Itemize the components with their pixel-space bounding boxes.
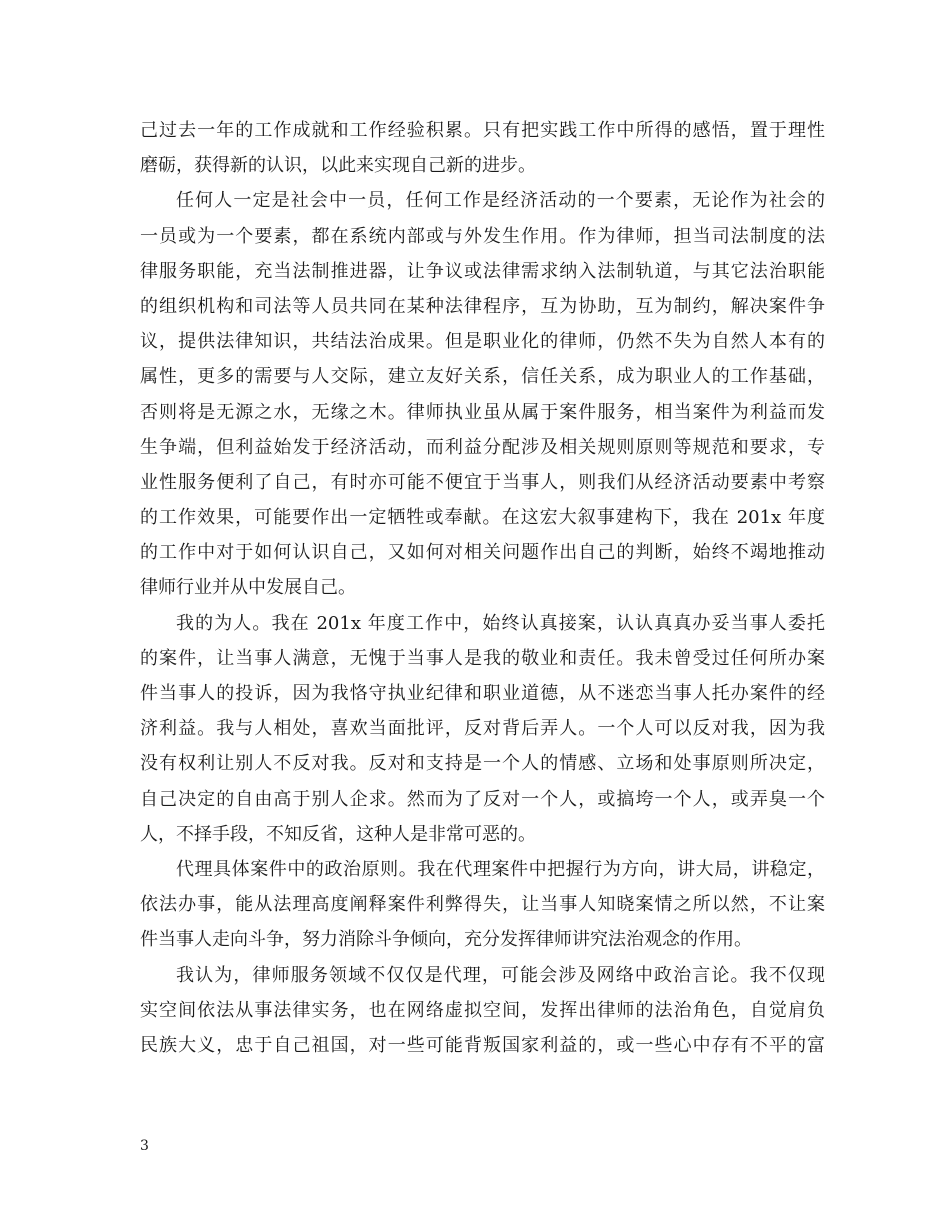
text-line: 件当事人走向斗争，努力消除斗争倾向，充分发挥律师讲究法治观念的作用。 [140,929,752,951]
text-line: 的组织机构和司法等人员共同在某种法律程序，互为协助，互为制约，解决案件争 [140,295,825,317]
text-line: 我的为人。我在 201x 年度工作中，始终认真接案，认认真真办妥当事人委托 [176,612,825,634]
text-line: 没有权利让别人不反对我。反对和支持是一个人的情感、立场和处事原则所决定， [140,753,825,775]
text-line: 民族大义，忠于自己祖国，对一些可能背叛国家利益的，或一些心中存有不平的富 [140,1034,825,1056]
text-line: 议，提供法律知识，共结法治成果。但是职业化的律师，仍然不失为自然人本有的 [140,331,825,353]
text-line: 人，不择手段，不知反省，这种人是非常可恶的。 [140,823,536,845]
paragraph [140,113,825,183]
text-line: 否则将是无源之水，无缘之木。律师执业虽从属于案件服务，相当案件为利益而发 [140,401,825,423]
paragraph [140,183,825,605]
text-line: 依法办事，能从法理高度阐释案件利弊得失，让当事人知晓案情之所以然，不让案 [140,894,825,916]
document-body [140,113,825,1063]
text-line: 的案件，让当事人满意，无愧于当事人是我的敬业和责任。我未曾受过任何所办案 [140,647,825,669]
paragraph [140,958,825,1064]
text-line: 自己决定的自由高于别人企求。然而为了反对一个人，或搞垮一个人，或弄臭一个 [140,788,825,810]
text-line: 的工作中对于如何认识自己，又如何对相关问题作出自己的判断，始终不竭地推动 [140,542,825,564]
text-line: 律服务职能，充当法制推进器，让争议或法律需求纳入法制轨道，与其它法治职能 [140,260,825,282]
text-line: 己过去一年的工作成就和工作经验积累。只有把实践工作中所得的感悟，置于理性 [140,120,825,141]
text-line: 一员或为一个要素，都在系统内部或与外发生作用。作为律师，担当司法制度的法 [140,225,825,247]
text-line: 属性，更多的需要与人交际，建立友好关系，信任关系，成为职业人的工作基础， [140,366,825,388]
text-line: 件当事人的投诉，因为我恪守执业纪律和职业道德，从不迷恋当事人托办案件的经 [140,683,825,704]
text-line: 磨砺，获得新的认识，以此来实现自己新的进步。 [140,155,536,177]
text-line: 律师行业并从中发展自己。 [140,577,356,599]
text-line: 我认为，律师服务领域不仅仅是代理，可能会涉及网络中政治言论。我不仅现 [176,964,825,986]
text-line: 生争端，但利益始发于经济活动，而利益分配涉及相关规则原则等规范和要求，专 [140,436,825,458]
paragraph [140,852,825,958]
text-line: 的工作效果，可能要作出一定牺牲或奉献。在这宏大叙事建构下，我在 201x 年度 [140,507,825,529]
text-line: 代理具体案件中的政治原则。我在代理案件中把握行为方向，讲大局，讲稳定， [176,858,825,880]
text-line: 任何人一定是社会中一员，任何工作是经济活动的一个要素，无论作为社会的 [176,190,825,212]
text-line: 实空间依法从事法律实务，也在网络虚拟空间，发挥出律师的法治角色，自觉肩负 [140,999,825,1021]
paragraph [140,606,825,852]
text-line: 业性服务便利了自己，有时亦可能不便宜于当事人，则我们从经济活动要素中考察 [140,471,825,493]
text-line: 济利益。我与人相处，喜欢当面批评，反对背后弄人。一个人可以反对我，因为我 [140,718,825,740]
page-number: 3 [140,1138,149,1154]
